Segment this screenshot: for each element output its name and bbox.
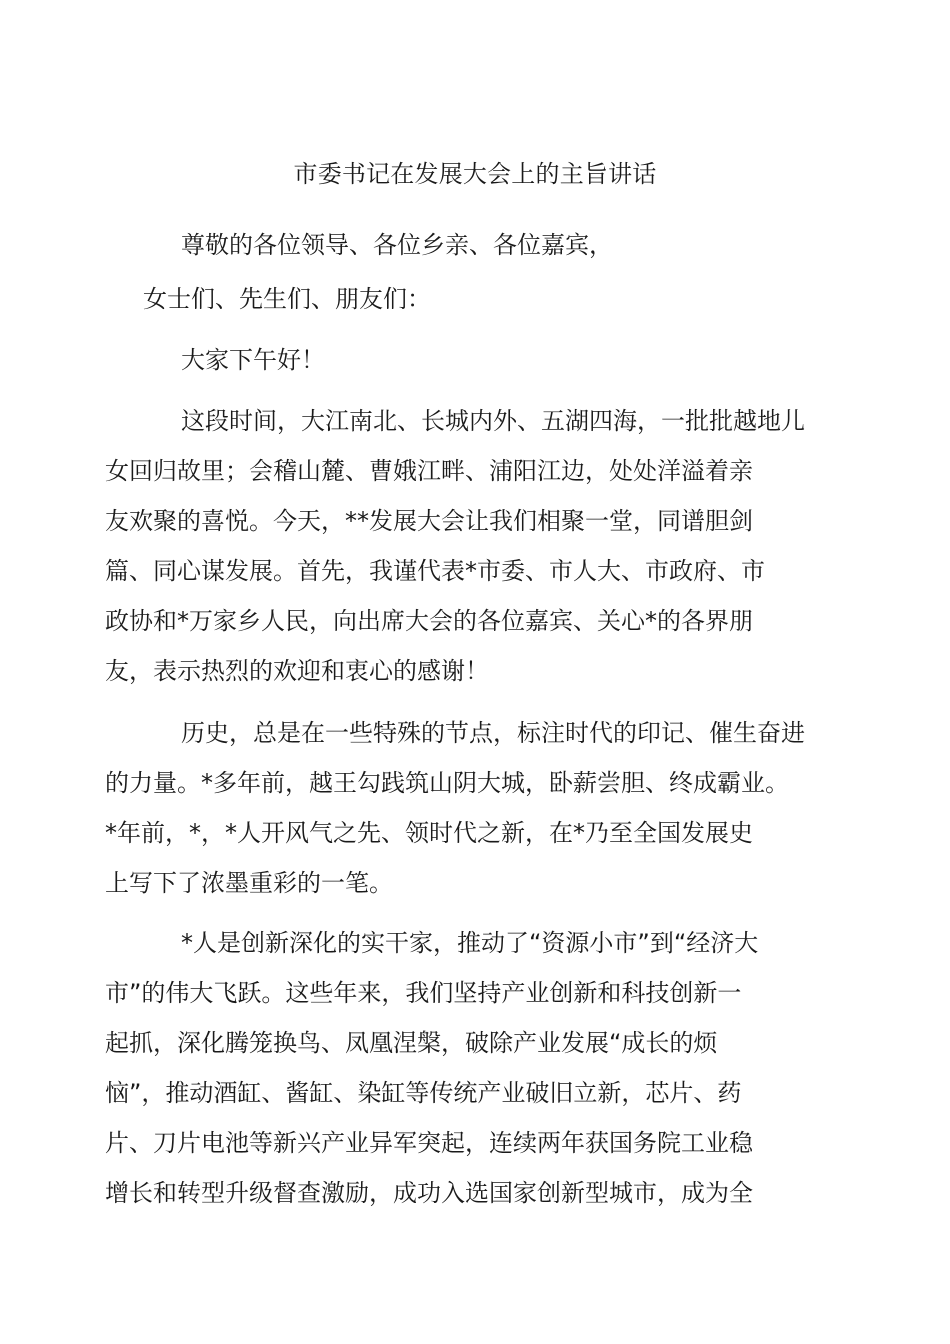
text-line: 友，表示热烈的欢迎和衷心的感谢！ bbox=[105, 657, 489, 685]
text-line: 大家下午好！ bbox=[181, 346, 325, 374]
text-line: 历史，总是在一些特殊的节点，标注时代的印记、催生奋进 bbox=[181, 719, 805, 747]
text-line: 尊敬的各位领导、各位乡亲、各位嘉宾， bbox=[181, 231, 613, 259]
text-line: 政协和*万家乡人民，向出席大会的各位嘉宾、关心*的各界朋 bbox=[105, 607, 753, 635]
greeting-paragraph bbox=[143, 274, 807, 324]
text-line: 起抓，深化腾笼换鸟、凤凰涅槃，破除产业发展“成长的烦 bbox=[105, 1029, 718, 1057]
text-line: *年前，*，*人开风气之先、领时代之新，在*乃至全国发展史 bbox=[105, 819, 753, 847]
text-line: 上写下了浓墨重彩的一笔。 bbox=[105, 869, 393, 897]
text-line: 市”的伟大飞跃。这些年来，我们坚持产业创新和科技创新一 bbox=[105, 979, 742, 1007]
body-paragraph-2 bbox=[105, 708, 807, 908]
body-paragraph-3 bbox=[105, 918, 807, 1218]
text-line: *人是创新深化的实干家，推动了“资源小市”到“经济大 bbox=[181, 929, 759, 957]
text-line: 女回归故里；会稽山麓、曹娥江畔、浦阳江边，处处洋溢着亲 bbox=[105, 457, 753, 485]
text-line: 恼”，推动酒缸、酱缸、染缸等传统产业破旧立新，芯片、药 bbox=[105, 1079, 742, 1107]
text-line: 的力量。*多年前，越王勾践筑山阴大城，卧薪尝胆、终成霸业。 bbox=[105, 769, 789, 797]
salutation-paragraph bbox=[143, 220, 807, 270]
text-line: 片、刀片电池等新兴产业异军突起，连续两年获国务院工业稳 bbox=[105, 1129, 753, 1157]
opening-paragraph bbox=[143, 335, 807, 385]
text-line: 女士们、先生们、朋友们： bbox=[143, 285, 431, 313]
text-line: 增长和转型升级督查激励，成功入选国家创新型城市，成为全 bbox=[105, 1179, 753, 1207]
text-line: 友欢聚的喜悦。今天，**发展大会让我们相聚一堂，同谱胆剑 bbox=[105, 507, 753, 535]
body-paragraph-1 bbox=[105, 396, 807, 696]
text-line: 篇、同心谋发展。首先，我谨代表*市委、市人大、市政府、市 bbox=[105, 557, 765, 585]
text-line: 这段时间，大江南北、长城内外、五湖四海，一批批越地儿 bbox=[181, 407, 805, 435]
document-title: 市委书记在发展大会上的主旨讲话 bbox=[293, 160, 657, 188]
